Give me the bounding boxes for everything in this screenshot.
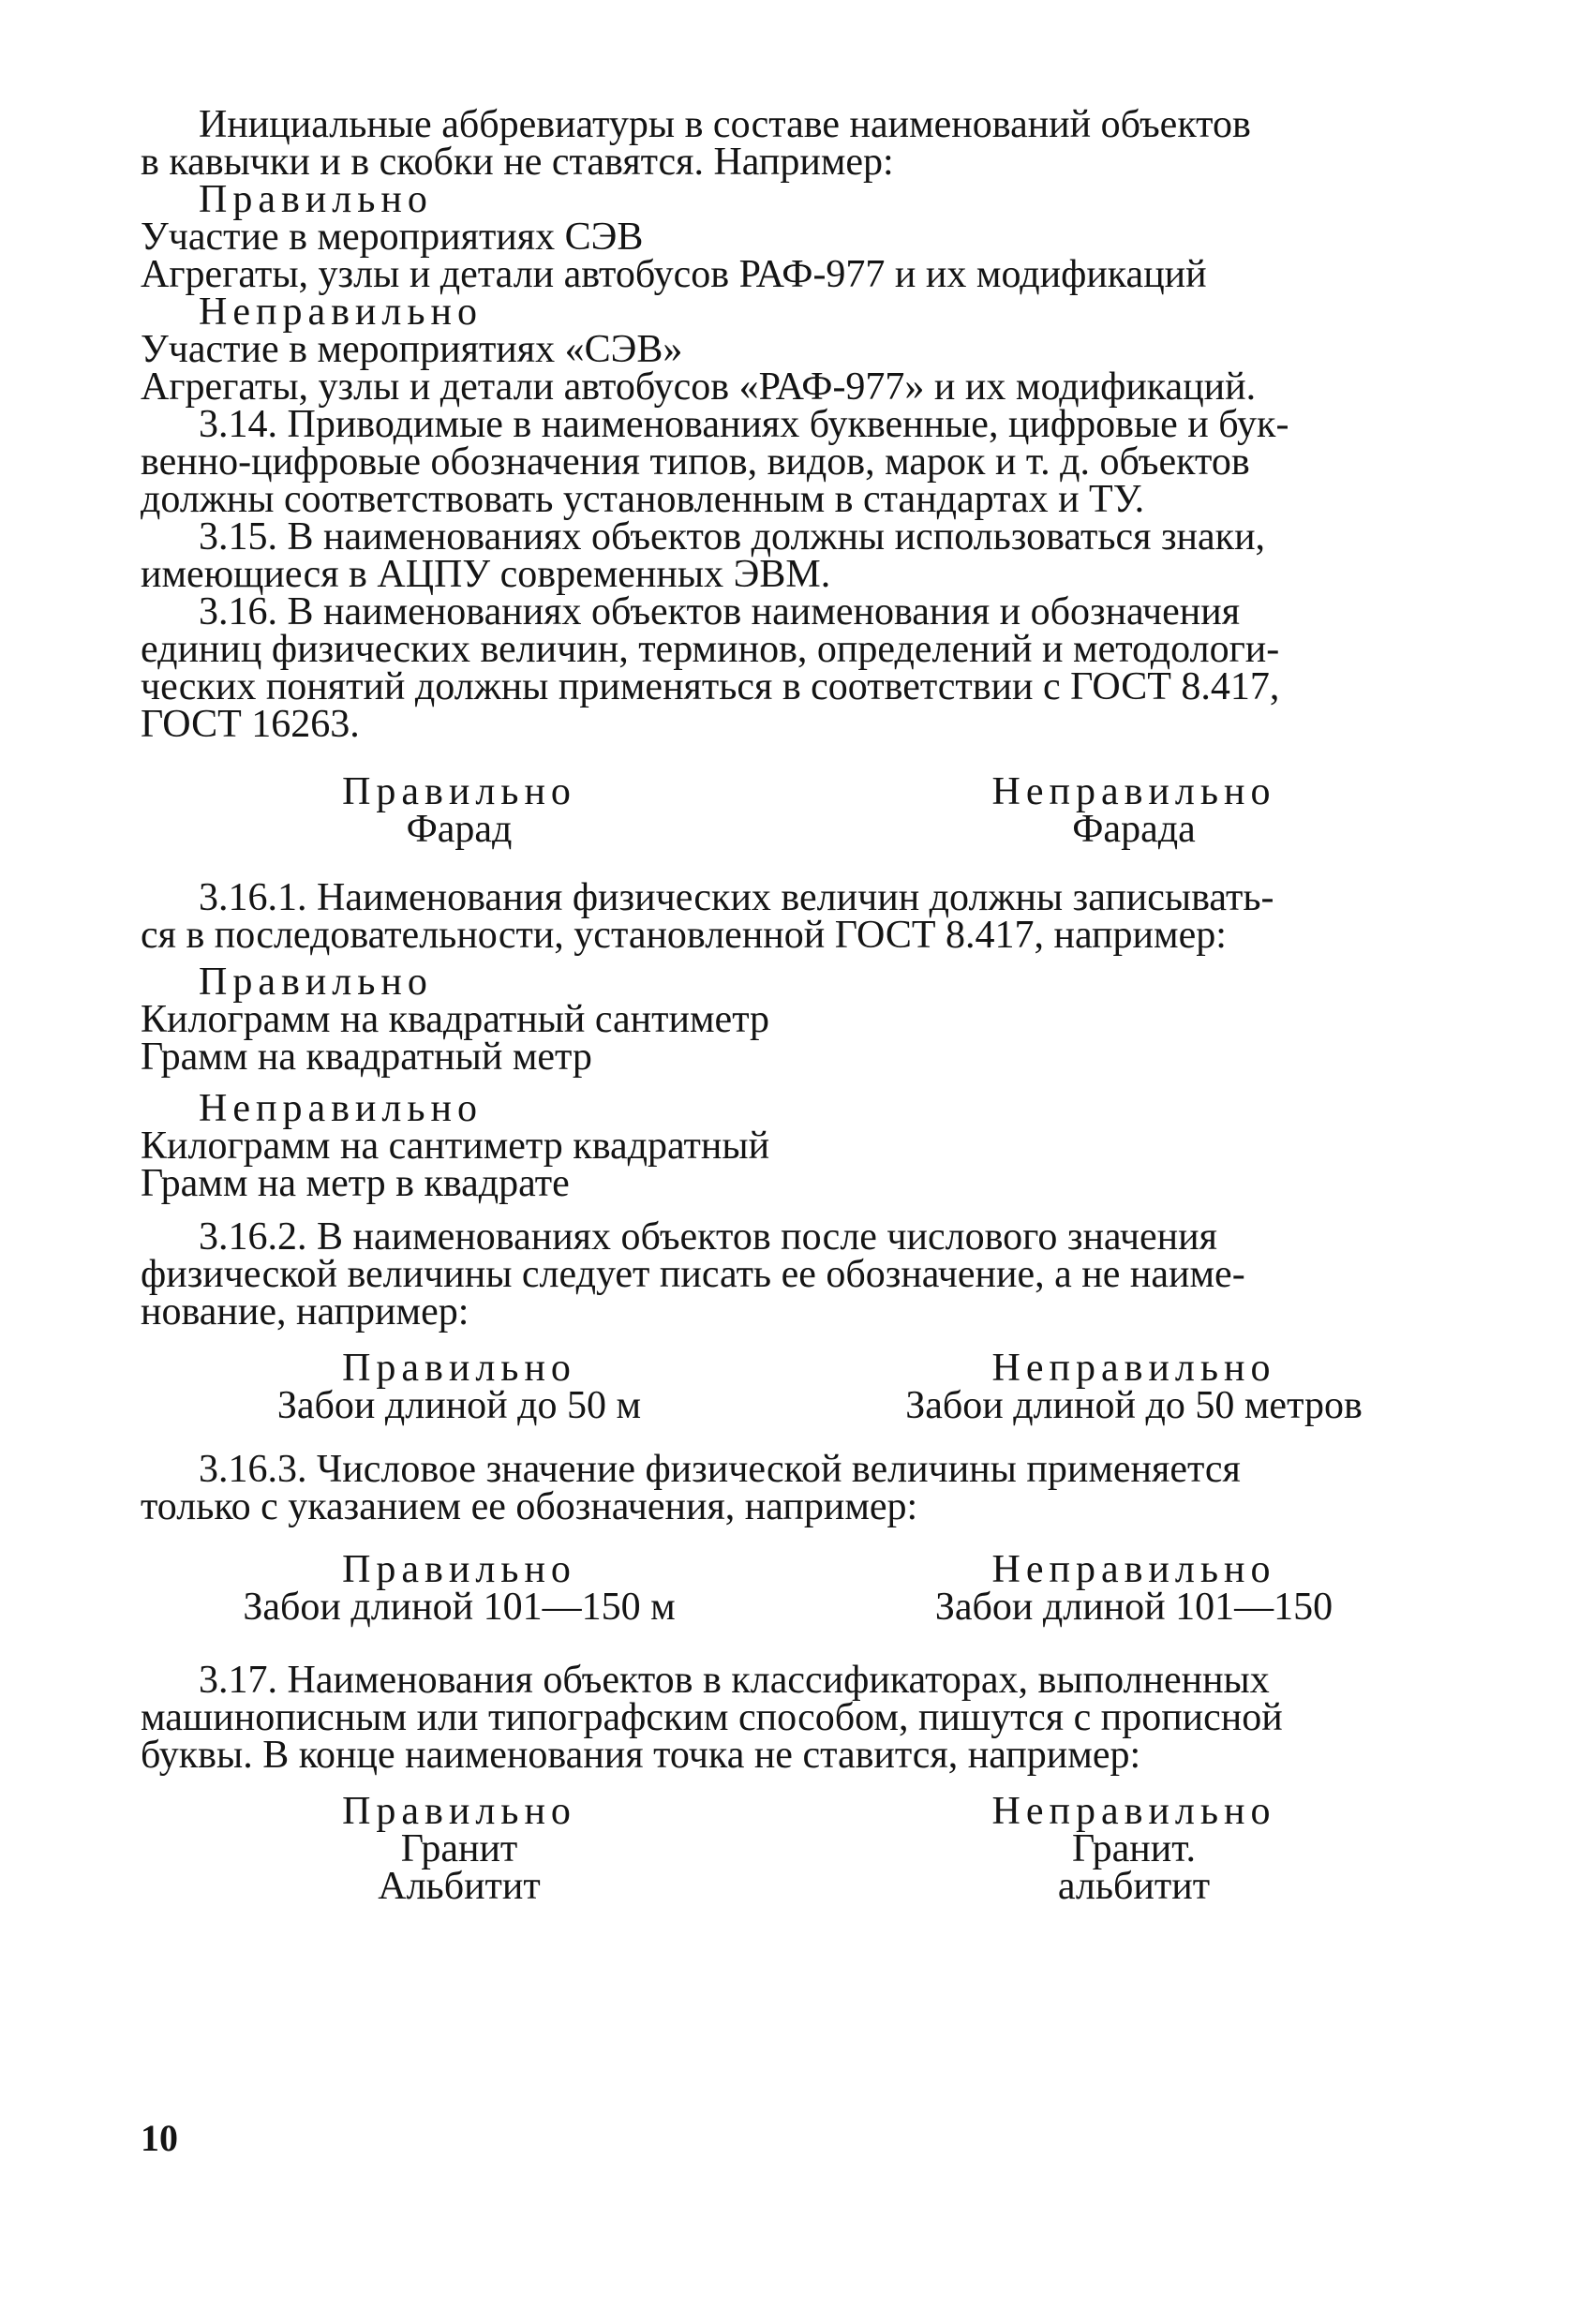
example-line: Килограмм на сантиметр квадратный: [141, 1125, 770, 1168]
paragraph-line: 3.16.1. Наименования физических величин должны записывать-: [199, 876, 1274, 919]
correct-example: Забои длиной 101—150 м: [243, 1586, 676, 1629]
example-line: Агрегаты, узлы и детали автобусов «РАФ-977» и их модификаций.: [141, 365, 1257, 409]
correct-label: Правильно: [199, 178, 433, 221]
paragraph-line: только с указанием ее обозначения, например:: [141, 1485, 918, 1528]
paragraph-line: буквы. В конце наименования точка не ставится, например:: [141, 1734, 1141, 1777]
example-line: Килограмм на квадратный сантиметр: [141, 998, 770, 1041]
incorrect-label: Неправильно: [991, 1548, 1276, 1591]
correct-label: Правильно: [342, 1790, 576, 1833]
incorrect-label: Неправильно: [199, 290, 483, 334]
example-line: Грамм на квадратный метр: [141, 1035, 592, 1079]
paragraph-line: единиц физических величин, терминов, определений и методологи-: [141, 628, 1280, 671]
paragraph-line: ся в последовательности, установленной ГОСТ 8.417, например:: [141, 914, 1227, 957]
paragraph-line: в кавычки и в скобки не ставятся. Например:: [141, 141, 894, 184]
correct-example: Забои длиной до 50 м: [276, 1384, 642, 1427]
incorrect-label: Неправильно: [991, 1790, 1276, 1833]
incorrect-example: Забои длиной 101—150: [934, 1586, 1333, 1629]
paragraph-line: ГОСТ 16263.: [141, 703, 360, 746]
paragraph-line: ческих понятий должны применяться в соответствии с ГОСТ 8.417,: [141, 665, 1280, 708]
correct-example: Гранит: [400, 1827, 518, 1870]
incorrect-label: Неправильно: [199, 1087, 483, 1130]
paragraph-line: физической величины следует писать ее обозначение, а не наиме-: [141, 1253, 1245, 1296]
example-line: Участие в мероприятиях «СЭВ»: [141, 328, 683, 371]
example-line: Грамм на метр в квадрате: [141, 1162, 570, 1205]
paragraph-line: нование, например:: [141, 1290, 469, 1333]
correct-example: Альбитит: [378, 1865, 541, 1908]
paragraph-line: 3.16. В наименованиях объектов наименования и обозначения: [199, 590, 1241, 633]
paragraph-line: 3.17. Наименования объектов в классификаторах, выполненных: [199, 1659, 1270, 1702]
paragraph-line: 3.16.3. Числовое значение физической величины применяется: [199, 1448, 1241, 1491]
paragraph-line: 3.15. В наименованиях объектов должны использоваться знаки,: [199, 515, 1266, 559]
correct-label: Правильно: [342, 770, 576, 813]
example-line: Участие в мероприятиях СЭВ: [141, 216, 644, 259]
incorrect-label: Неправильно: [991, 1347, 1276, 1390]
paragraph-line: машинописным или типографским способом, пишутся с прописной: [141, 1696, 1283, 1739]
correct-label: Правильно: [199, 961, 433, 1004]
correct-example: Фарад: [406, 808, 513, 851]
paragraph-line: Инициальные аббревиатуры в составе наименований объектов: [199, 103, 1251, 146]
page-number: 10: [141, 2117, 178, 2159]
correct-label: Правильно: [342, 1347, 576, 1390]
paragraph-line: венно-цифровые обозначения типов, видов, марок и т. д. объектов: [141, 440, 1250, 484]
incorrect-example: Гранит.: [1072, 1827, 1196, 1870]
paragraph-line: 3.16.2. В наименованиях объектов после числового значения: [199, 1215, 1217, 1259]
incorrect-example: Фарада: [1072, 808, 1196, 851]
incorrect-label: Неправильно: [991, 770, 1276, 813]
paragraph-line: 3.14. Приводимые в наименованиях буквенные, цифровые и бук-: [199, 403, 1289, 446]
paragraph-line: имеющиеся в АЦПУ современных ЭВМ.: [141, 553, 831, 596]
paragraph-line: должны соответствовать установленным в стандартах и ТУ.: [141, 478, 1145, 521]
correct-label: Правильно: [342, 1548, 576, 1591]
example-line: Агрегаты, узлы и детали автобусов РАФ-977 и их модификаций: [141, 253, 1207, 296]
incorrect-example: Забои длиной до 50 метров: [905, 1384, 1363, 1427]
incorrect-example: альбитит: [1057, 1865, 1211, 1908]
